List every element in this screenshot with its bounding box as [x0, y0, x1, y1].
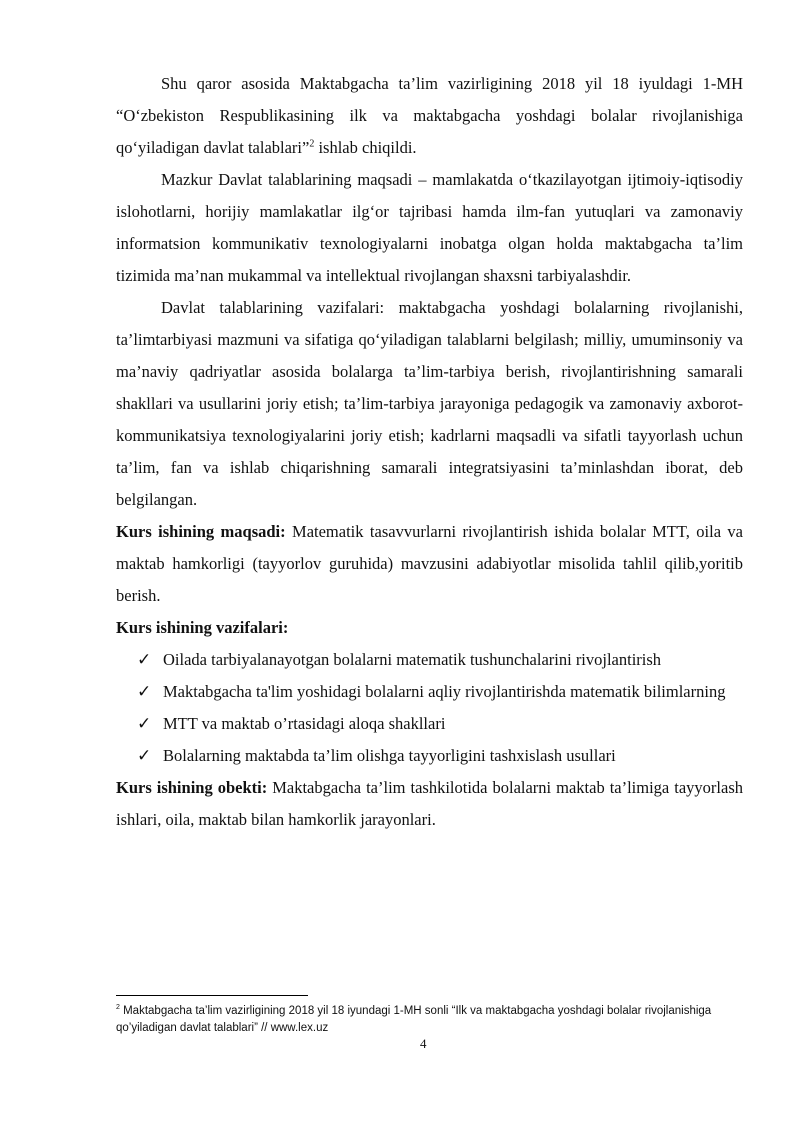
course-object-label: Kurs ishining obekti:: [116, 778, 268, 797]
footnote: [116, 1003, 716, 1037]
list-item: [116, 676, 743, 708]
checkmark-icon: ✓: [137, 714, 152, 734]
paragraph-intro-text: Shu qaror asosida Maktabgacha ta’lim vazirligining 2018 yil 18 iyuldagi 1-MH “O‘zbekiston Respublikasining ilk va maktabgacha yoshdagi bolalar rivojlanishiga qo‘yiladigan davlat talablari”: [116, 74, 743, 157]
checkmark-icon: ✓: [137, 650, 152, 670]
footnote-number: 2: [116, 1004, 120, 1012]
list-item-text: Maktabgacha ta'lim yoshidagi bolalarni aqliy rivojlantirishda matematik bilimlarning: [163, 682, 726, 701]
paragraph-goal-of-standards: Mazkur Davlat talablarining maqsadi – mamlakatda o‘tkazilayotgan ijtimoiy-iqtisodiy islohotlarni, horijiy mamlakatlar ilg‘or tajribasi hamda ilm-fan yutuqlari va zamonaviy informatsion kommunikativ texnologiyalarni inobatga olgan holda maktabgacha ta’lim tizimida ma’nan mukammal va intellektual rivojlangan shaxsni tarbiyalashdir.: [116, 170, 743, 285]
paragraph-tasks-of-standards: Davlat talablarining vazifalari: maktabgacha yoshdagi bolalarning rivojlanishi, ta’limtarbiyasi mazmuni va sifatiga qo‘yiladigan talablarni belgilash; milliy, umuminsoniy va ma’naviy qadriyatlar asosida bolalarga ta’lim-tarbiya berish, rivojlantirishning samarali shakllari va usullarini joriy etish; ta’lim-tarbiya jarayoniga pedagogik va zamonaviy axborot-kommunikatsiya texnologiyalarini joriy etish; kadrlarni maqsadli va sifatli tayyorlash uchun ta’lim, fan va ishlab chiqarishning samarali integratsiyasini ta’minlashdan iborat, deb belgilangan.: [116, 298, 743, 509]
paragraph-intro-tail: ishlab chiqildi.: [314, 138, 417, 157]
list-item: [116, 708, 743, 740]
course-tasks-heading-text: Kurs ishining vazifalari:: [116, 618, 289, 637]
list-item: [116, 740, 743, 772]
paragraph-intro: [116, 68, 743, 164]
course-object: [116, 772, 743, 836]
footnote-divider: [116, 995, 308, 996]
course-tasks-heading: [116, 612, 743, 644]
course-tasks-list: [116, 644, 743, 772]
list-item-text: Bolalarning maktabda ta’lim olishga tayyorligini tashxislash usullari: [163, 746, 616, 765]
course-object-text: Maktabgacha ta’lim tashkilotida bolalarni maktab ta’limiga tayyorlash ishlari, oila, maktab bilan hamkorlik jarayonlari.: [116, 778, 743, 829]
footnote-text: Maktabgacha ta’lim vazirligining 2018 yil 18 iyundagi 1-MH sonli “Ilk va maktabgacha yoshdagi bolalar rivojlanishiga qo’yiladigan davlat talablari” // www.lex.uz: [116, 1005, 712, 1034]
footnote-reference[interactable]: 2: [309, 138, 315, 150]
page-number: 4: [420, 1036, 427, 1051]
course-goal-label: Kurs ishining maqsadi:: [116, 522, 286, 541]
list-item-text: MTT va maktab o’rtasidagi aloqa shakllari: [163, 714, 446, 733]
course-goal-text: Matematik tasavvurlarni rivojlantirish ishida bolalar MTT, oila va maktab hamkorligi (tayyorlov guruhida) mavzusini adabiyotlar misolida tahlil qilib,yoritib berish.: [116, 522, 743, 605]
course-goal: [116, 516, 743, 612]
list-item-text: Oilada tarbiyalanayotgan bolalarni matematik tushunchalarini rivojlantirish: [163, 650, 662, 669]
list-item: [116, 644, 743, 676]
page-body: [116, 68, 743, 836]
checkmark-icon: ✓: [137, 682, 152, 702]
checkmark-icon: ✓: [137, 746, 152, 766]
